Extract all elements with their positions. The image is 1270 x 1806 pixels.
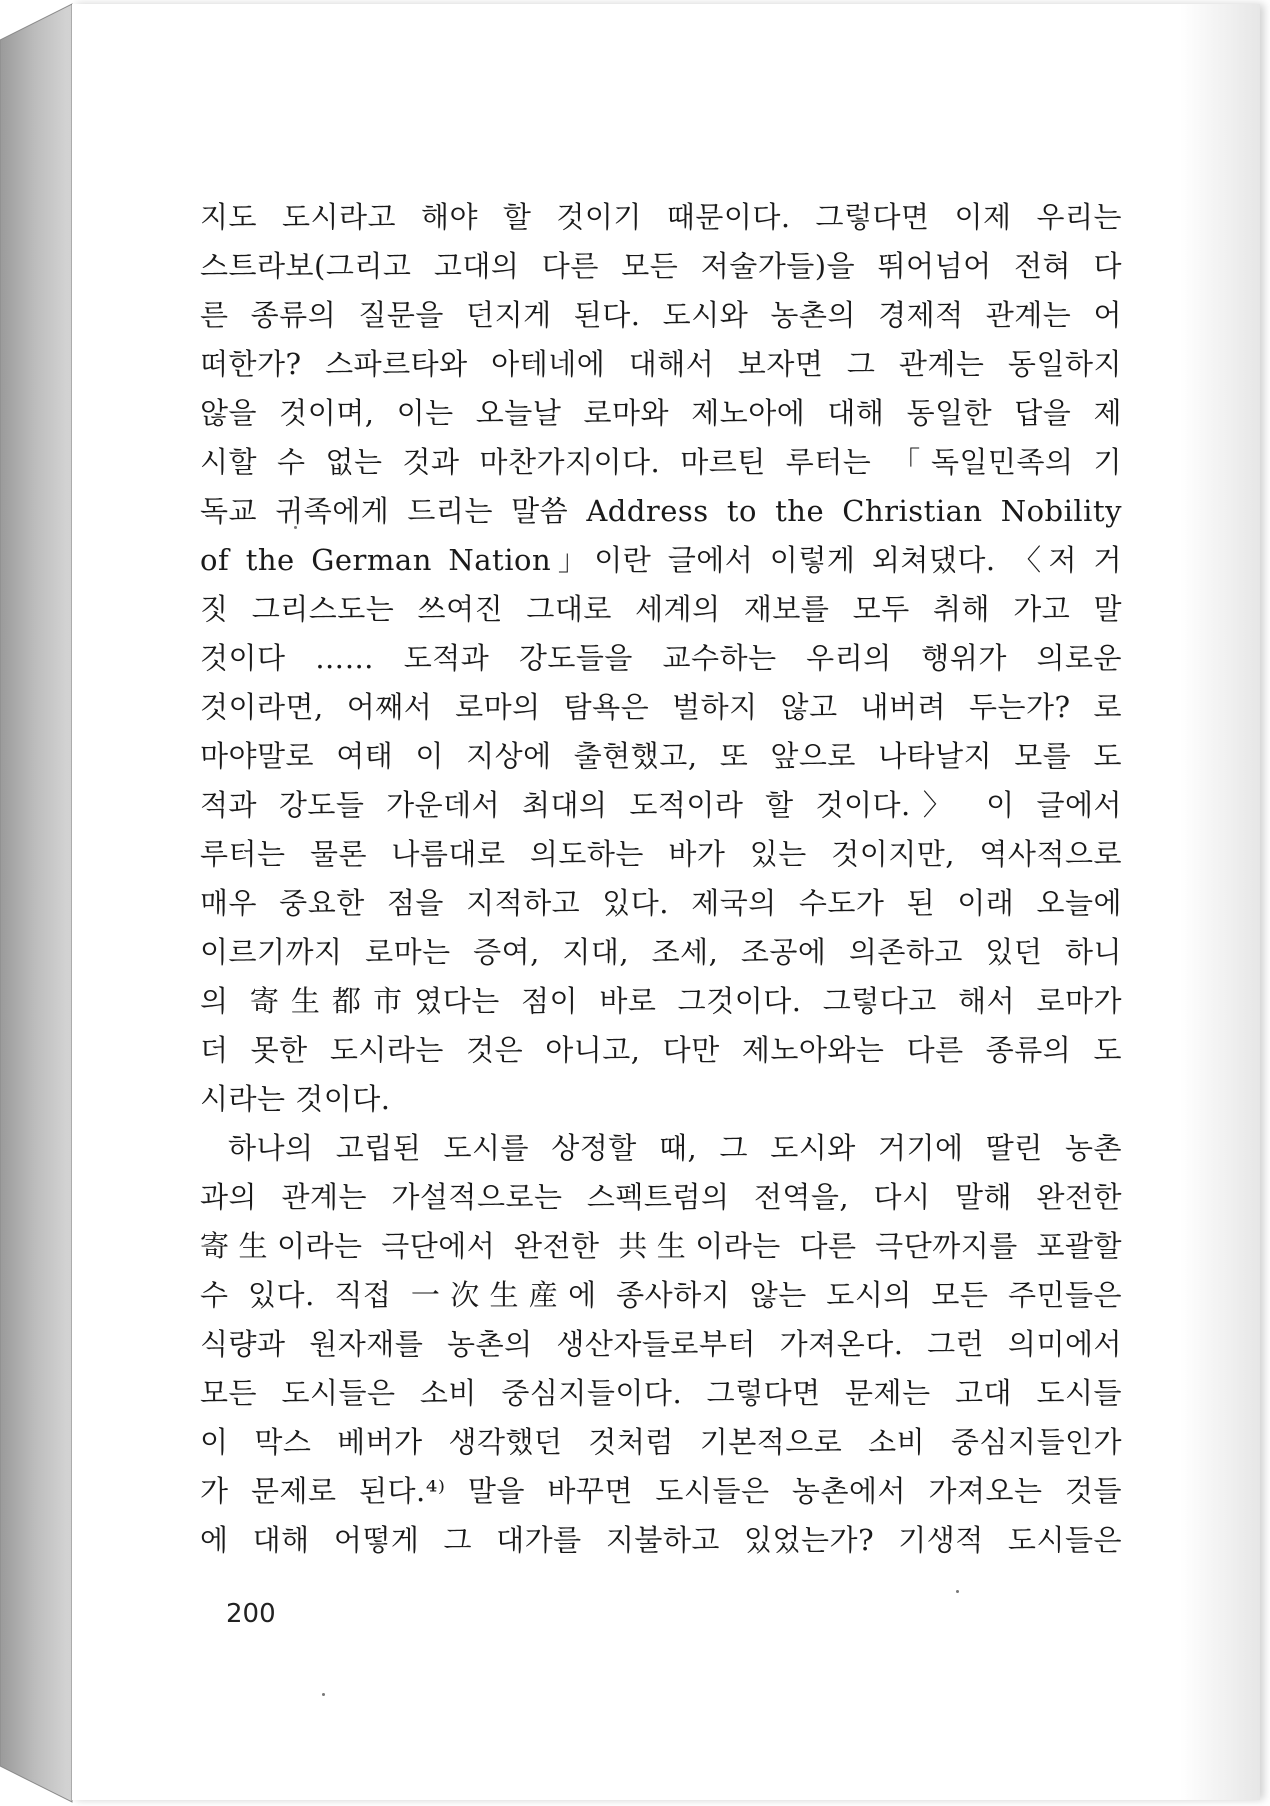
- page-number: 200: [226, 1599, 276, 1629]
- text-line: 지도 도시라고 해야 할 것이기 때문이다. 그렇다면 이제 우리는: [200, 200, 1122, 234]
- text-line: 모든 도시들은 소비 중심지들이다. 그렇다면 문제는 고대 도시들: [200, 1376, 1122, 1410]
- text-line: 에 대해 어떻게 그 대가를 지불하고 있었는가? 기생적 도시들은: [200, 1523, 1122, 1557]
- page-edge-shade: [1180, 4, 1260, 1800]
- text-line: 이 막스 베버가 생각했던 것처럼 기본적으로 소비 중심지들인가: [200, 1425, 1122, 1459]
- text-line: 시라는 것이다.: [200, 1082, 391, 1116]
- text-line: 과의 관계는 가설적으로는 스펙트럼의 전역을, 다시 말해 완전한: [200, 1180, 1122, 1214]
- text-line: 寄生이라는 극단에서 완전한 共生이라는 다른 극단까지를 포괄할: [200, 1229, 1122, 1263]
- text-line: 른 종류의 질문을 던지게 된다. 도시와 농촌의 경제적 관계는 어: [200, 298, 1122, 332]
- text-line: 마야말로 여태 이 지상에 출현했고, 또 앞으로 나타날지 모를 도: [200, 739, 1122, 773]
- text-line: 시할 수 없는 것과 마찬가지이다. 마르틴 루터는 「독일민족의 기: [200, 445, 1122, 479]
- text-line: 매우 중요한 점을 지적하고 있다. 제국의 수도가 된 이래 오늘에: [200, 886, 1122, 920]
- text-line: 것이라면, 어째서 로마의 탐욕은 벌하지 않고 내버려 두는가? 로: [200, 690, 1122, 724]
- text-line: 독교 귀족에게 드리는 말씀 Address to the Christian Nobility: [200, 494, 1122, 528]
- text-line: 스트라보(그리고 고대의 다른 모든 저술가들)을 뛰어넘어 전혀 다: [200, 249, 1122, 283]
- text-line: 않을 것이며, 이는 오늘날 로마와 제노아에 대해 동일한 답을 제: [200, 396, 1122, 430]
- text-line: 식량과 원자재를 농촌의 생산자들로부터 가져온다. 그런 의미에서: [200, 1327, 1122, 1361]
- text-line: 하나의 고립된 도시를 상정할 때, 그 도시와 거기에 딸린 농촌: [228, 1131, 1122, 1165]
- text-line: 것이다 …… 도적과 강도들을 교수하는 우리의 행위가 의로운: [200, 641, 1122, 675]
- text-line: 적과 강도들 가운데서 최대의 도적이라 할 것이다.〉 이 글에서: [200, 788, 1122, 822]
- text-line: 루터는 물론 나름대로 의도하는 바가 있는 것이지만, 역사적으로: [200, 837, 1122, 871]
- text-line: 의 寄生都市였다는 점이 바로 그것이다. 그렇다고 해서 로마가: [200, 984, 1122, 1018]
- print-speck: [322, 1693, 325, 1696]
- text-line: 가 문제로 된다.⁴⁾ 말을 바꾸면 도시들은 농촌에서 가져오는 것들: [200, 1474, 1122, 1508]
- text-line: of the German Nation」이란 글에서 이렇게 외쳐댔다. 〈저 거: [200, 543, 1122, 577]
- body-text: [200, 193, 1122, 1565]
- text-line: 수 있다. 직접 一次生産에 종사하지 않는 도시의 모든 주민들은: [200, 1278, 1122, 1312]
- print-speck: [956, 1590, 959, 1593]
- text-line: 짓 그리스도는 쓰여진 그대로 세계의 재보를 모두 취해 가고 말: [200, 592, 1122, 626]
- text-line: 더 못한 도시라는 것은 아니고, 다만 제노아와는 다른 종류의 도: [200, 1033, 1122, 1067]
- text-line: 떠한가? 스파르타와 아테네에 대해서 보자면 그 관계는 동일하지: [200, 347, 1122, 381]
- text-line: 이르기까지 로마는 증여, 지대, 조세, 조공에 의존하고 있던 하니: [200, 935, 1122, 969]
